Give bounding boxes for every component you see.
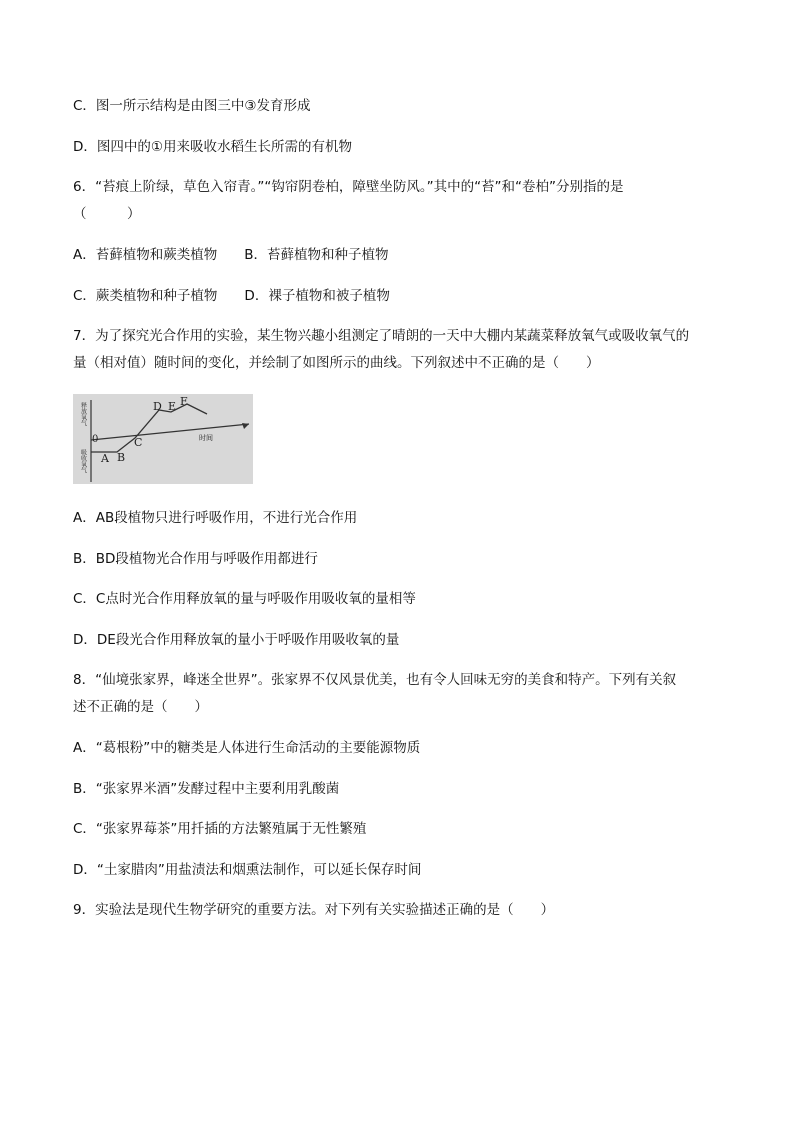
y-upper-label: 释放氧气 bbox=[79, 402, 87, 426]
point-f-label: F bbox=[180, 395, 188, 408]
option-8-a-text: A．“葛根粉”中的糖类是人体进行生命活动的主要能源物质 bbox=[73, 740, 421, 756]
point-a-label: A bbox=[101, 452, 109, 465]
option-6-d-text: D．图四中的①用来吸收水稻生长所需的有机物 bbox=[73, 139, 352, 155]
x-axis-label: 时间 bbox=[199, 434, 213, 442]
option-8-d-text: D．“土家腊肉”用盐渍法和烟熏法制作，可以延长保存时间 bbox=[73, 862, 422, 878]
point-b-label: B bbox=[117, 451, 126, 464]
point-e-label: E bbox=[168, 400, 177, 413]
question-8-stem-line2: 述不正确的是（ ） bbox=[73, 699, 208, 715]
option-6-c-text: C．图一所示结构是由图三中③发育形成 bbox=[73, 98, 311, 114]
option-8-b-text: B．“张家界米酒”发酵过程中主要利用乳酸菌 bbox=[73, 781, 340, 797]
option-7-a-text: A．AB段植物只进行呼吸作用，不进行光合作用 bbox=[73, 510, 358, 526]
question-9-stem: 9．实验法是现代生物学研究的重要方法。对下列有关实验描述正确的是（ ） bbox=[73, 902, 555, 918]
question-8-stem-line1: 8．“仙境张家界，峰迷全世界”。张家界不仅风景优美，也有令人回味无穷的美食和特产。下列有关叙 bbox=[73, 672, 677, 688]
question-6-options-cd: C．蕨类植物和种子植物 D．裸子植物和被子植物 bbox=[73, 288, 390, 304]
question-7-stem-line1: 7．为了探究光合作用的实验，某生物兴趣小组测定了晴朗的一天中大棚内某蔬菜释放氧气或吸收氧气的 bbox=[73, 328, 690, 344]
oxygen-curve-figure bbox=[73, 394, 253, 484]
y-lower-label: 吸收氧气 bbox=[79, 449, 87, 473]
option-7-b-text: B．BD段植物光合作用与呼吸作用都进行 bbox=[73, 551, 318, 567]
origin-label: 0 bbox=[92, 434, 99, 445]
question-6-options-ab: A．苔藓植物和蕨类植物 B．苔藓植物和种子植物 bbox=[73, 247, 389, 263]
point-c-label: C bbox=[134, 436, 143, 449]
question-7-stem-line2: 量（相对值）随时间的变化，并绘制了如图所示的曲线。下列叙述中不正确的是（ ） bbox=[73, 355, 600, 371]
option-7-c-text: C．C点时光合作用释放氧的量与呼吸作用吸收氧的量相等 bbox=[73, 591, 416, 607]
option-7-d-text: D．DE段光合作用释放氧的量小于呼吸作用吸收氧的量 bbox=[73, 632, 400, 648]
point-d-label: D bbox=[153, 400, 162, 413]
question-6-stem: 6．“苔痕上阶绿，草色入帘青。”“钩帘阴卷柏，障壁坐防风。”其中的“苔”和“卷柏”分别指的是 bbox=[73, 179, 624, 195]
option-8-c-text: C．“张家界莓茶”用扦插的方法繁殖属于无性繁殖 bbox=[73, 821, 367, 837]
question-6-answer-blank: （ ） bbox=[73, 206, 141, 222]
